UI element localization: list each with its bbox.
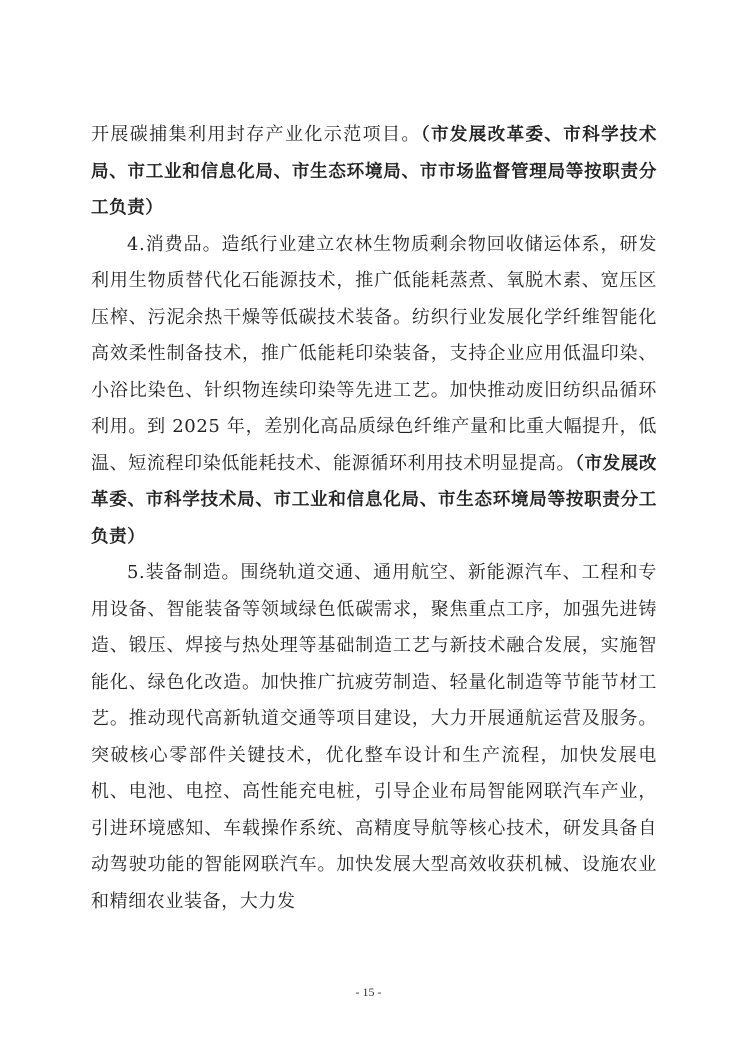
paragraph-equipment-manufacturing <box>91 555 657 920</box>
page-number: - 15 - <box>355 985 382 999</box>
paragraph-text: 4.消费品。造纸行业建立农林生物质剩余物回收储运体系，研发利用生物质替代化石能源技术，推广低能耗蒸煮、氧脱木素、宽压区压榨、污泥余热干燥等低碳技术装备。纺织行业发展化学纤维智能化高效柔性制备技术，推广低能耗印染装备，支持企业应用低温印染、小浴比染色、针织物连续印染等先进工艺。加快推动废旧纺织品循环利用。到 2025 年，差别化高品质绿色纤维产量和比重大幅提升，低温、短流程印染低能耗技术、能源循环利用技术明显提高。 <box>91 233 657 474</box>
responsibility-note: （市发展改革委、市科学技术局、市工业和信息化局、市生态环境局等按职责分工负责） <box>91 453 657 547</box>
paragraph-consumer-goods <box>91 227 657 556</box>
paragraph-text: 5.装备制造。围绕轨道交通、通用航空、新能源汽车、工程和专用设备、智能装备等领域绿色低碳需求，聚焦重点工序，加强先进铸造、锻压、焊接与热处理等基础制造工艺与新技术融合发展，实施智能化、绿色化改造。加快推广抗疲劳制造、轻量化制造等节能节材工艺。推动现代高新轨道交通等项目建设，大力开展通航运营及服务。突破核心零部件关键技术，优化整车设计和生产流程，加快发展电机、电池、电控、高性能充电桩，引导企业布局智能网联汽车产业，引进环境感知、车载操作系统、高精度导航等核心技术，研发具备自动驾驶功能的智能网联汽车。加快发展大型高效收获机械、设施农业和精细农业装备，大力发 <box>91 562 657 912</box>
paragraph-carbon-capture <box>91 117 657 227</box>
responsibility-note: （市发展改革委、市科学技术局、市工业和信息化局、市生态环境局、市市场监督管理局等按职责分工负责） <box>91 125 657 218</box>
document-body <box>91 117 657 920</box>
paragraph-text: 开展碳捕集利用封存产业化示范项目。 <box>91 124 421 145</box>
